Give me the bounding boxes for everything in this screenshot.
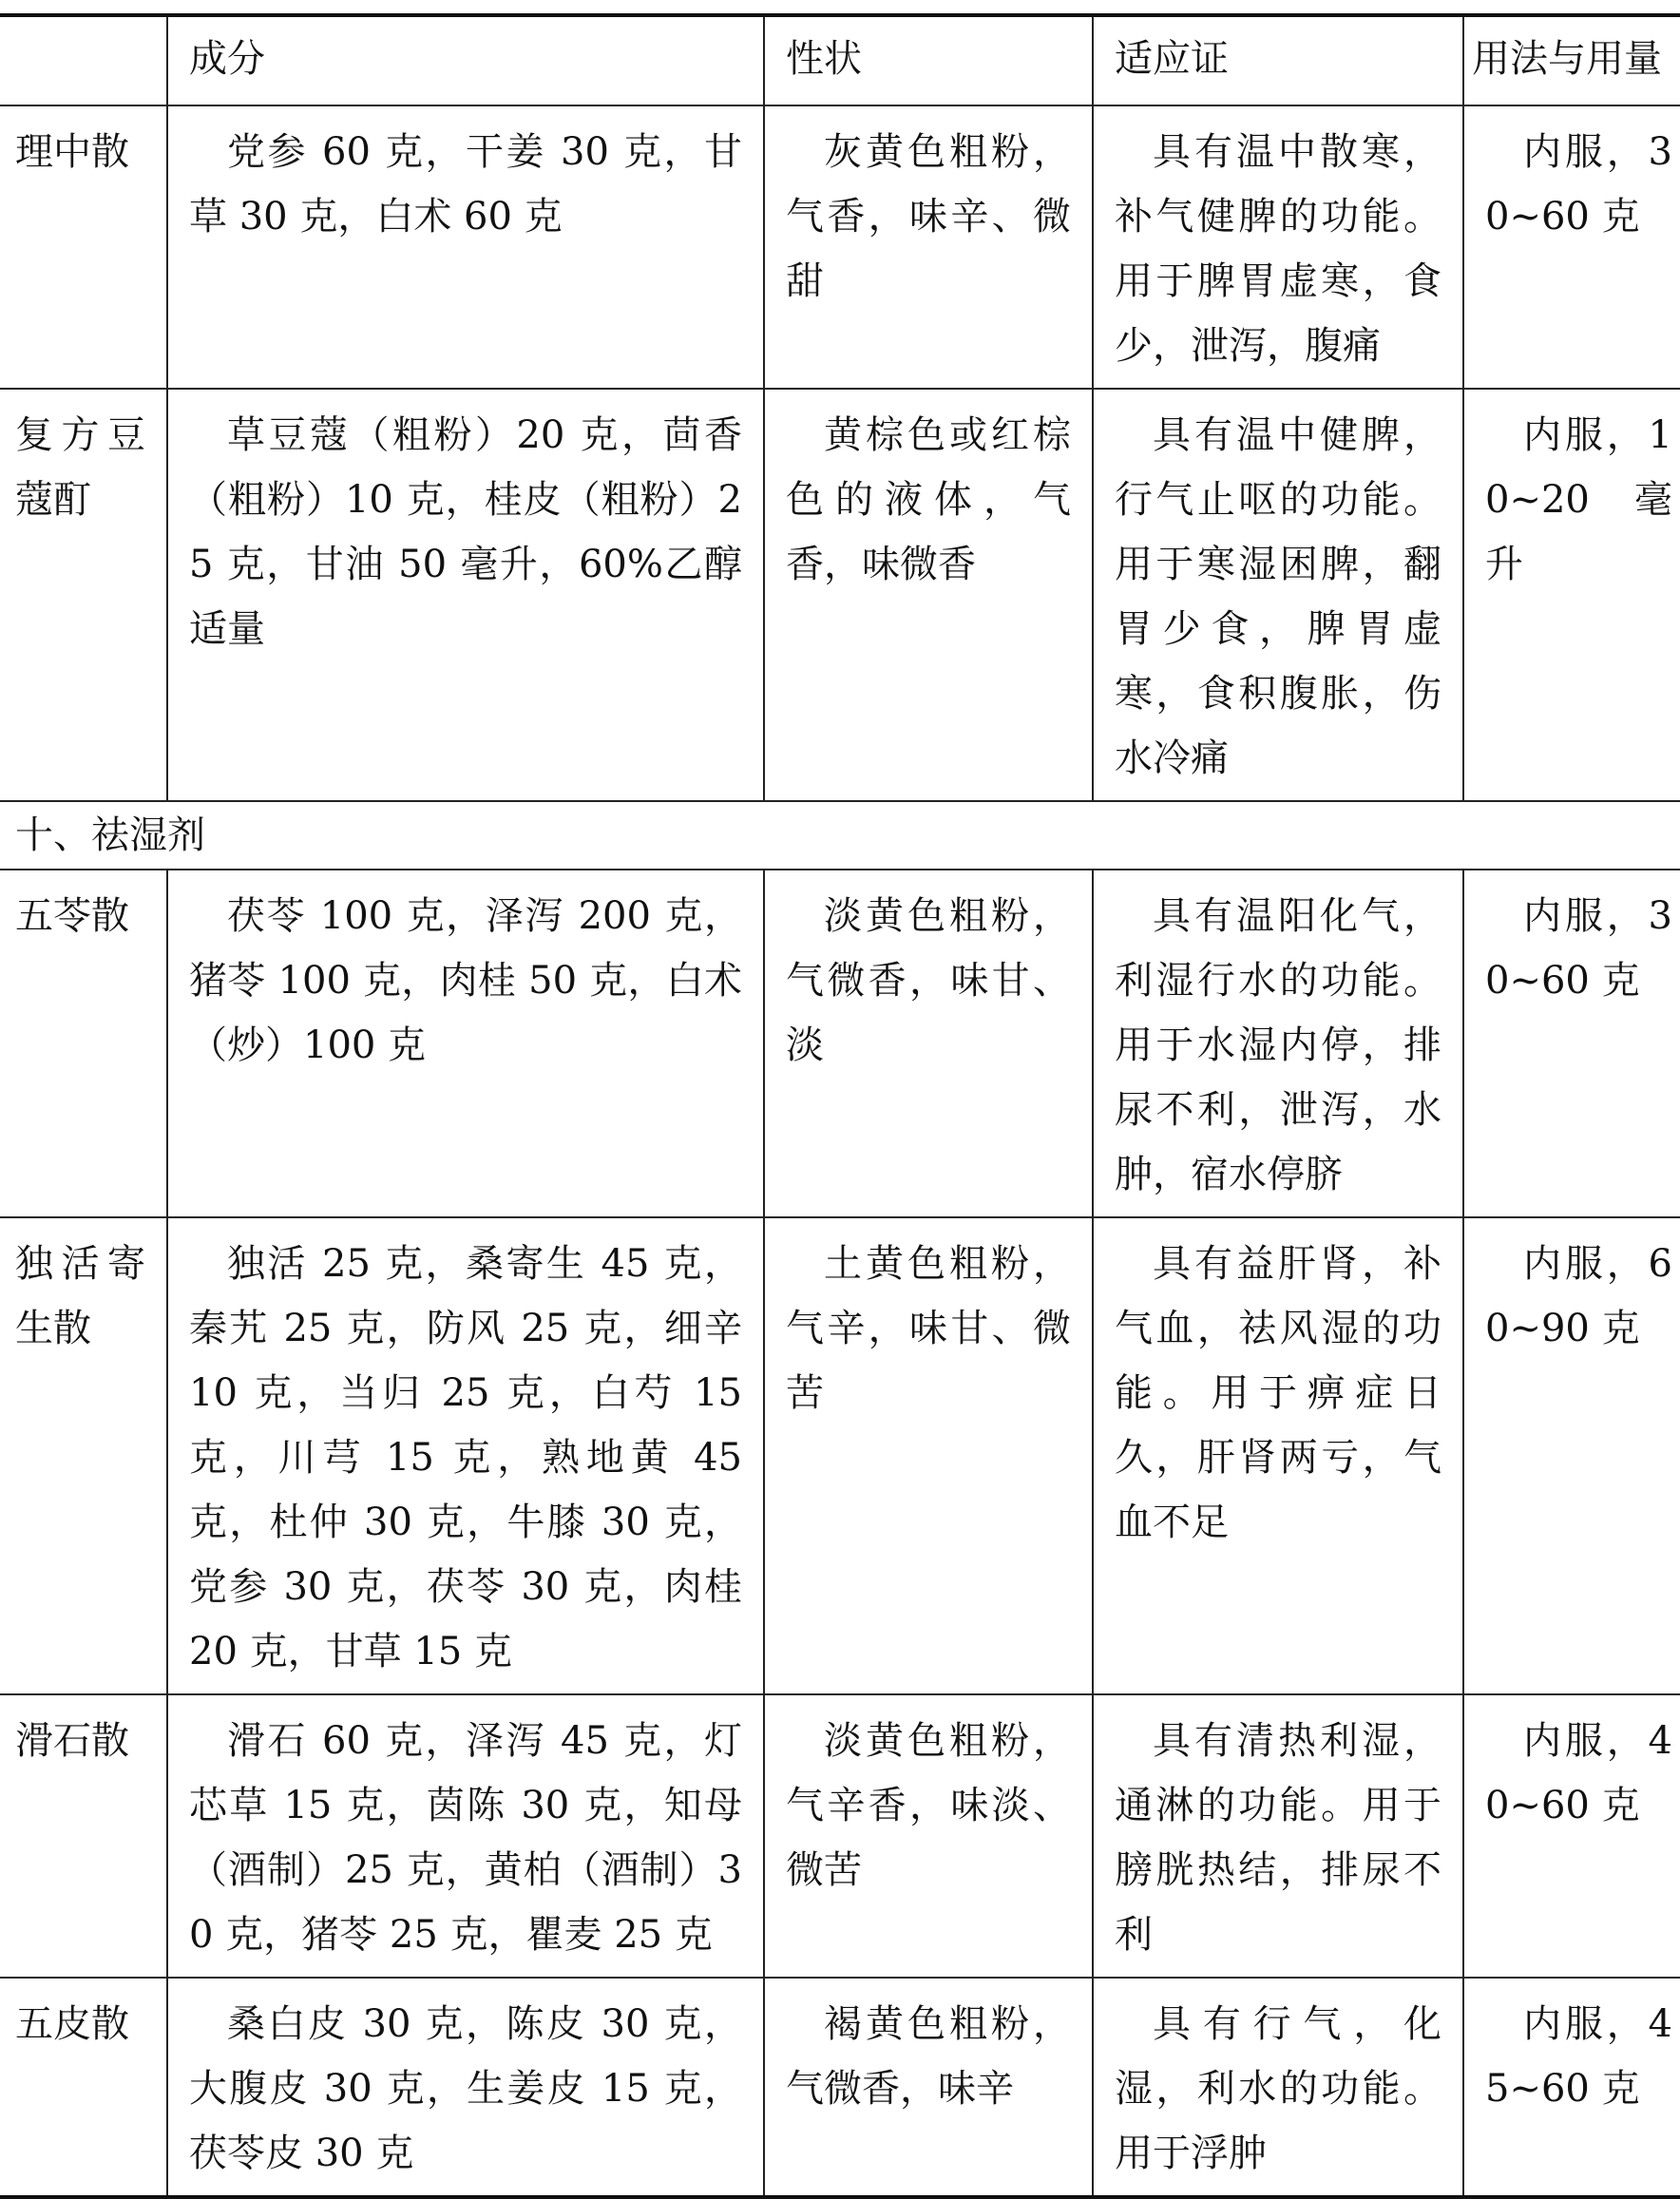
drug-usage: 内服，40~60 克 — [1463, 1694, 1680, 1978]
table-header-row — [0, 15, 1680, 105]
drug-properties: 黄棕色或红棕色的液体，气香，味微香 — [764, 389, 1093, 801]
drug-properties: 灰黄色粗粉，气香，味辛、微甜 — [764, 105, 1093, 389]
section-title: 十、祛湿剂 — [0, 801, 1680, 870]
drug-name: 五皮散 — [0, 1978, 167, 2197]
drug-usage: 内服，30~60 克 — [1463, 105, 1680, 389]
formula-table — [0, 13, 1680, 2199]
drug-indications: 具有温中散寒，补气健脾的功能。用于脾胃虚寒，食少，泄泻，腹痛 — [1093, 105, 1463, 389]
drug-indications: 具有行气，化湿，利水的功能。用于浮肿 — [1093, 1978, 1463, 2197]
drug-name: 复方豆蔻酊 — [0, 389, 167, 801]
drug-ingredients: 草豆蔻（粗粉）20 克，茴香（粗粉）10 克，桂皮（粗粉）25 克，甘油 50 毫升，60%乙醇适量 — [167, 389, 764, 801]
table-row — [0, 1217, 1680, 1694]
drug-ingredients: 茯苓 100 克，泽泻 200 克，猪苓 100 克，肉桂 50 克，白术（炒）100 克 — [167, 870, 764, 1217]
drug-indications: 具有清热利湿，通淋的功能。用于膀胱热结，排尿不利 — [1093, 1694, 1463, 1978]
table-row — [0, 105, 1680, 389]
table-row — [0, 1694, 1680, 1978]
drug-properties: 褐黄色粗粉，气微香，味辛 — [764, 1978, 1093, 2197]
header-ingredients: 成分 — [167, 15, 764, 105]
drug-name: 独活寄生散 — [0, 1217, 167, 1694]
header-name — [0, 15, 167, 105]
header-indications: 适应证 — [1093, 15, 1463, 105]
table-row — [0, 1978, 1680, 2197]
drug-name: 滑石散 — [0, 1694, 167, 1978]
drug-indications: 具有温阳化气，利湿行水的功能。用于水湿内停，排尿不利，泄泻，水肿，宿水停脐 — [1093, 870, 1463, 1217]
table-row — [0, 389, 1680, 801]
drug-ingredients: 桑白皮 30 克，陈皮 30 克，大腹皮 30 克，生姜皮 15 克，茯苓皮 30 克 — [167, 1978, 764, 2197]
header-properties: 性状 — [764, 15, 1093, 105]
table-row — [0, 870, 1680, 1217]
drug-properties: 土黄色粗粉，气辛，味甘、微苦 — [764, 1217, 1093, 1694]
drug-properties: 淡黄色粗粉，气微香，味甘、淡 — [764, 870, 1093, 1217]
drug-properties: 淡黄色粗粉，气辛香，味淡、微苦 — [764, 1694, 1093, 1978]
drug-usage: 内服，60~90 克 — [1463, 1217, 1680, 1694]
header-usage: 用法与用量 — [1463, 15, 1680, 105]
section-heading-row — [0, 801, 1680, 870]
drug-ingredients: 党参 60 克，干姜 30 克，甘草 30 克，白术 60 克 — [167, 105, 764, 389]
drug-name: 理中散 — [0, 105, 167, 389]
drug-indications: 具有温中健脾，行气止呕的功能。用于寒湿困脾，翻胃少食，脾胃虚寒，食积腹胀，伤水冷痛 — [1093, 389, 1463, 801]
drug-ingredients: 滑石 60 克，泽泻 45 克，灯芯草 15 克，茵陈 30 克，知母（酒制）25 克，黄柏（酒制）30 克，猪苓 25 克，瞿麦 25 克 — [167, 1694, 764, 1978]
drug-usage: 内服，45~60 克 — [1463, 1978, 1680, 2197]
drug-usage: 内服，10~20 毫升 — [1463, 389, 1680, 801]
drug-name: 五苓散 — [0, 870, 167, 1217]
drug-usage: 内服，30~60 克 — [1463, 870, 1680, 1217]
drug-indications: 具有益肝肾，补气血，祛风湿的功能。用于痹症日久，肝肾两亏，气血不足 — [1093, 1217, 1463, 1694]
drug-ingredients: 独活 25 克，桑寄生 45 克，秦艽 25 克，防风 25 克，细辛 10 克，当归 25 克，白芍 15 克，川芎 15 克，熟地黄 45 克，杜仲 30 克，牛膝 30 克，党参 30 克，茯苓 30 克，肉桂 20 克，甘草 15 克 — [167, 1217, 764, 1694]
